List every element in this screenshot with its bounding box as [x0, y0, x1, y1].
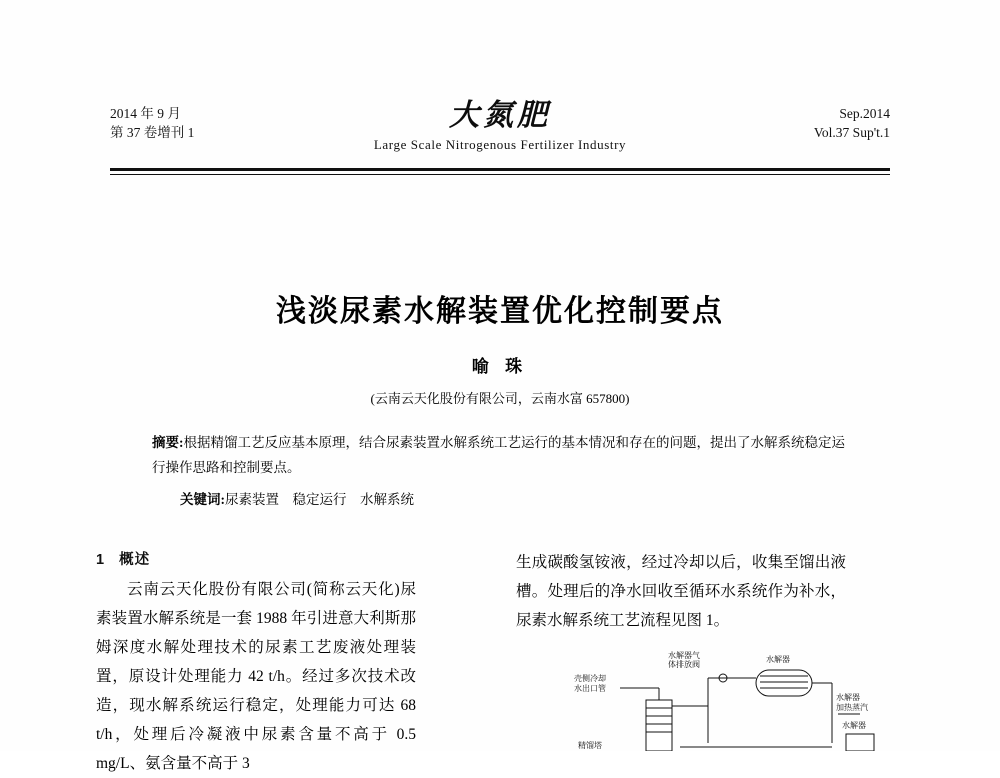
- masthead-volume-en: Vol.37 Sup't.1: [813, 125, 890, 140]
- journal-title-en: Large Scale Nitrogenous Fertilizer Industry: [373, 137, 627, 152]
- svg-text:水解器: 水解器: [766, 655, 790, 664]
- masthead-right: [814, 104, 890, 142]
- svg-text:水出口管: 水出口管: [574, 684, 606, 693]
- section-title: 概述: [119, 552, 151, 568]
- masthead: [110, 100, 890, 160]
- svg-text:加热蒸汽: 加热蒸汽: [836, 703, 868, 712]
- svg-text:壳侧冷却: 壳侧冷却: [574, 674, 606, 683]
- masthead-volume-cn: 第 37 卷增刊 1: [110, 125, 195, 140]
- page-title: 浅淡尿素水解装置优化控制要点: [276, 295, 724, 328]
- journal-nameplate: [290, 100, 710, 153]
- section-heading: [96, 548, 416, 569]
- abstract-text: 根据精馏工艺反应基本原理，结合尿素装置水解系统工艺运行的基本情况和存在的问题，提出了水解系统稳定运行操作思路和控制要点。: [152, 435, 845, 475]
- section-number: 1: [96, 552, 106, 568]
- svg-text:体排放阀: 体排放阀: [668, 660, 700, 669]
- figure-flow-diagram: [560, 648, 880, 751]
- body-column-left: [96, 548, 416, 778]
- paragraph-left: 云南云天化股份有限公司(简称云天化)尿素装置水解系统是一套 1988 年引进意大利斯那姆深度水解处理技术的尿素工艺废液处理装置，原设计处理能力 42 t/h。经过多次技术改造，现水解系统运行稳定，处理能力可达 68 t/h，处理后冷凝液中尿素含量不高于 0.5 mg/L、氨含量不高于 3: [96, 581, 416, 772]
- svg-text:水解器: 水解器: [842, 721, 866, 730]
- svg-text:水解器气: 水解器气: [668, 651, 700, 660]
- masthead-rule-thin: [110, 174, 890, 175]
- author-name: 喻 珠: [471, 357, 529, 376]
- masthead-date: 2014 年 9 月: [110, 106, 181, 121]
- journal-title-cn: 大氮肥: [449, 99, 551, 132]
- body-column-right: [516, 548, 846, 635]
- svg-text:精馏塔: 精馏塔: [578, 741, 602, 750]
- keywords-text: 尿素装置 稳定运行 水解系统: [225, 492, 414, 507]
- paragraph-right: 生成碳酸氢铵液，经过冷却以后，收集至馏出液槽。处理后的净水回收至循环水系统作为补水，尿素水解系统工艺流程见图 1。: [516, 554, 846, 629]
- keywords-block: [152, 487, 852, 512]
- masthead-date-en: Sep.2014: [839, 106, 890, 121]
- svg-text:水解器: 水解器: [836, 693, 860, 702]
- masthead-rule-thick: [110, 168, 890, 171]
- keywords-label: 关键词:: [180, 492, 225, 507]
- masthead-left: [110, 104, 194, 142]
- abstract-block: [152, 430, 852, 480]
- author-affiliation: (云南云天化股份有限公司，云南水富 657800): [370, 391, 630, 406]
- abstract-label: 摘要:: [152, 435, 184, 450]
